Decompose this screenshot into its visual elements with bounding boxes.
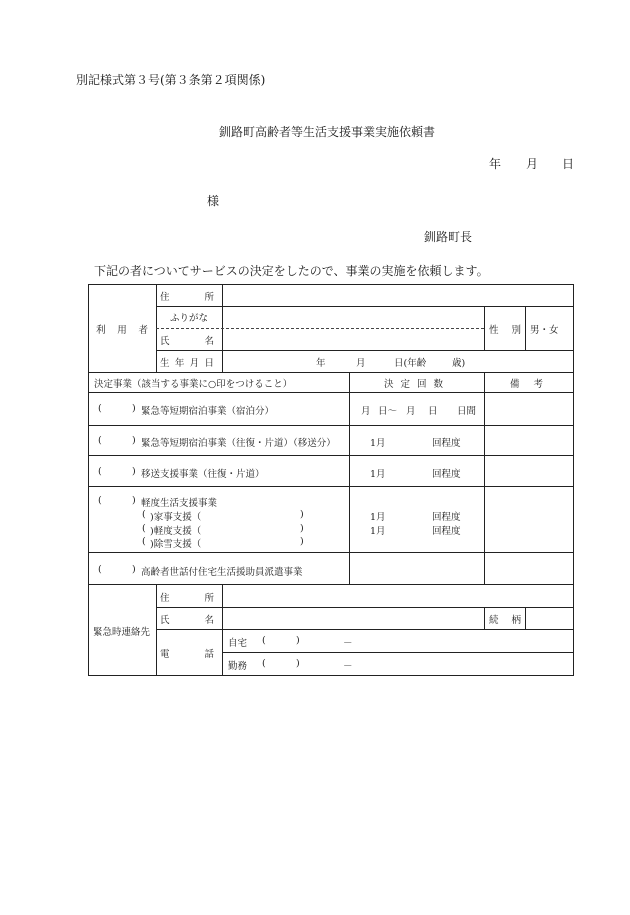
grid-line — [484, 607, 485, 629]
service-row-1-open: ( — [98, 403, 102, 414]
birth-age-suffix: 歳) — [452, 358, 466, 369]
service-row-2-close: ) — [132, 435, 136, 446]
grid-line — [88, 372, 573, 373]
service-row-3-count-times: 回程度 — [432, 469, 461, 480]
sub-item-3-close: ) — [300, 536, 304, 547]
grid-line — [156, 350, 573, 351]
grid-line — [222, 652, 573, 653]
service-row-4-close: ) — [132, 495, 136, 506]
sub-item-1-open: ( — [142, 509, 146, 520]
work-phone-dash: － — [343, 661, 353, 672]
service-row-1-count-d1: 日～ — [378, 406, 398, 417]
service-row-4-name: 軽度生活支援事業 — [141, 498, 218, 509]
sex-label: 性 別 — [489, 325, 521, 336]
sub-item-2-count-month: 1月 — [370, 526, 386, 537]
sub-item-1-label: )家事支援（ — [150, 512, 202, 523]
service-row-3-close: ) — [132, 466, 136, 477]
intro-text: 下記の者についてサービスの決定をしたので、事業の実施を依頼します。 — [94, 264, 489, 278]
user-section-label: 利 用 者 — [96, 325, 148, 336]
home-phone-dash: － — [343, 638, 353, 649]
grid-line — [484, 306, 485, 350]
date-day: 日 — [562, 157, 575, 171]
service-row-4-open: ( — [98, 495, 102, 506]
grid-line — [88, 392, 573, 393]
header-service: 決定事業（該当する事業に○印をつけること） — [94, 379, 293, 390]
sub-item-2-label: )軽度支援（ — [150, 526, 202, 537]
header-remarks: 備考 — [510, 379, 558, 390]
name-label: 氏 名 — [160, 336, 214, 347]
grid-line — [88, 486, 573, 487]
issuer: 釧路町長 — [424, 230, 473, 244]
service-row-2-count-month: 1月 — [370, 438, 386, 449]
service-row-1-count-d2: 日 — [428, 406, 438, 417]
form-number: 別記様式第３号(第３条第２項関係) — [76, 73, 266, 87]
relation-label: 続 柄 — [489, 615, 521, 626]
sub-item-3-label: )除雪支援（ — [150, 539, 202, 550]
document-title: 釧路町高齢者等生活支援事業実施依頼書 — [219, 125, 436, 139]
home-phone-close: ) — [296, 635, 300, 646]
service-row-1-count-m2: 月 — [406, 406, 416, 417]
sub-item-2-count-times: 回程度 — [432, 526, 461, 537]
emergency-section-label: 緊急時連絡先 — [93, 627, 151, 638]
phone-label: 電 話 — [160, 649, 214, 660]
work-phone-label: 勤務 — [228, 661, 248, 672]
grid-line — [525, 607, 526, 629]
service-row-1-name: 緊急等短期宿泊事業（宿泊分） — [141, 406, 275, 417]
date-year: 年 — [489, 157, 502, 171]
service-row-5-open: ( — [98, 564, 102, 575]
service-row-2-open: ( — [98, 435, 102, 446]
grid-line — [88, 552, 573, 553]
address-label: 住 所 — [160, 292, 214, 303]
birth-day-age: 日(年齢 — [394, 358, 427, 369]
sub-item-3-open: ( — [142, 536, 146, 547]
request-form-table — [88, 284, 573, 675]
service-row-5-close: ) — [132, 564, 136, 575]
furigana-label: ふりがな — [170, 313, 209, 324]
service-row-1-count-m1: 月 — [361, 406, 371, 417]
service-row-3-name: 移送支援事業（往復・片道） — [141, 469, 265, 480]
home-phone-open: ( — [262, 635, 266, 646]
grid-line — [88, 584, 573, 585]
emergency-name-label: 氏 名 — [160, 615, 214, 626]
service-row-3-count-month: 1月 — [370, 469, 386, 480]
grid-line — [156, 629, 573, 630]
birth-label: 生 年 月 日 — [160, 358, 214, 369]
service-row-2-name: 緊急等短期宿泊事業（往復・片道）（移送分） — [141, 438, 336, 449]
work-phone-close: ) — [296, 658, 300, 669]
sub-item-1-count-month: 1月 — [370, 512, 386, 523]
grid-line — [156, 607, 573, 608]
grid-line — [525, 306, 526, 350]
service-row-2-count-times: 回程度 — [432, 438, 461, 449]
birth-month: 月 — [356, 358, 366, 369]
service-row-5-name: 高齢者世話付住宅生活援助員派遣事業 — [141, 567, 303, 578]
grid-line — [88, 455, 573, 456]
grid-line — [156, 306, 573, 307]
sex-options: 男・女 — [530, 325, 559, 336]
service-row-1-close: ) — [132, 403, 136, 414]
sub-item-1-close: ) — [300, 509, 304, 520]
sub-item-2-open: ( — [142, 523, 146, 534]
sub-item-1-count-times: 回程度 — [432, 512, 461, 523]
work-phone-open: ( — [262, 658, 266, 669]
date-month: 月 — [526, 157, 539, 171]
header-count: 決定回数 — [384, 379, 451, 390]
furigana-divider — [156, 328, 484, 329]
service-row-1-count-days: 日間 — [457, 406, 477, 417]
birth-year: 年 — [316, 358, 326, 369]
grid-line — [88, 425, 573, 426]
addressee-suffix: 様 — [207, 194, 220, 208]
emergency-address-label: 住 所 — [160, 593, 214, 604]
home-phone-label: 自宅 — [228, 638, 248, 649]
service-row-3-open: ( — [98, 466, 102, 477]
sub-item-2-close: ) — [300, 523, 304, 534]
